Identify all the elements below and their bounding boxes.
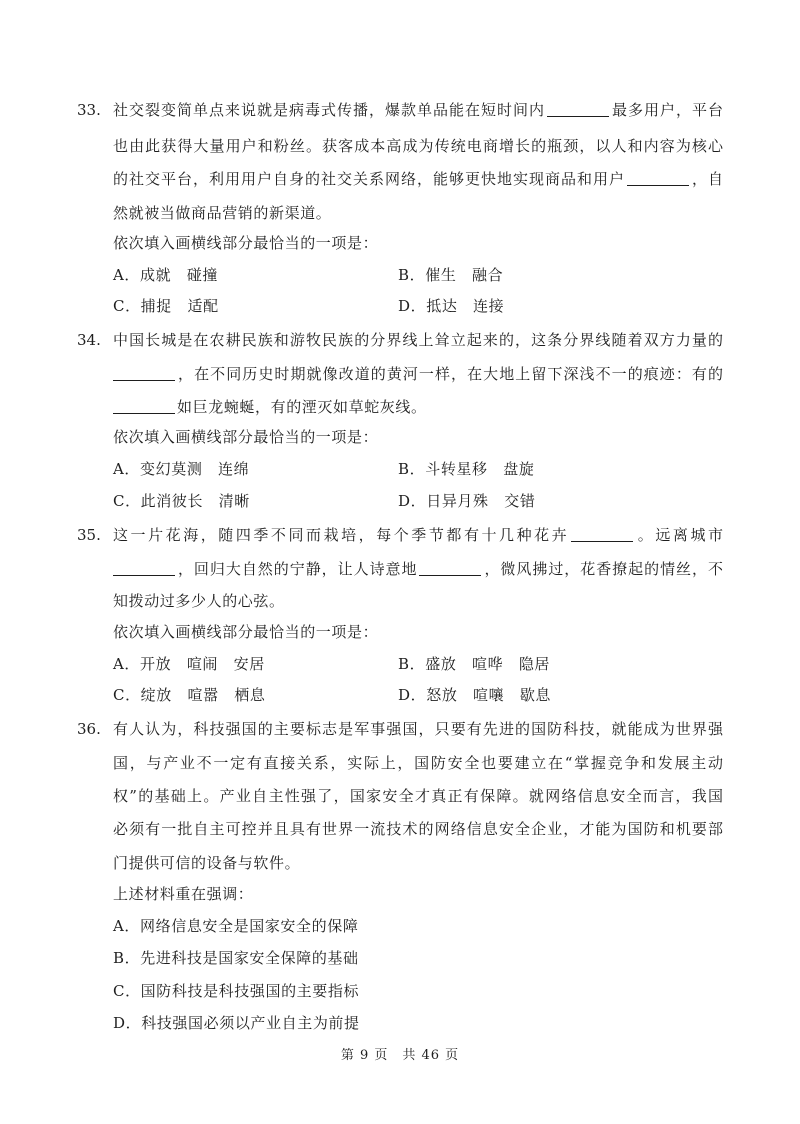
question-text-line: 这一片花海，随四季不同而栽培，每个季节都有十几种花卉 。远离城市 [113,526,723,544]
question-text-line: 必须有一批自主可控并且具有世界一流技术的网络信息安全企业，才能为国防和机要部 [113,820,723,838]
question-number: 34. [77,331,101,349]
question-prompt: 依次填入画横线部分最恰当的一项是： [113,428,379,446]
option-a[interactable]: A．成就 碰撞 [113,266,219,284]
question-text-line: 也由此获得大量用户和粉丝。获客成本高成为传统电商增长的瓶颈，以人和内容为核心 [113,137,723,155]
question-number: 35. [77,526,101,544]
question-text-line: 的社交平台，利用用户自身的社交关系网络，能够更快地实现商品和用户 ，自 [113,170,723,188]
question-text-line: 然就被当做商品营销的新渠道。 [113,204,332,222]
question-prompt: 依次填入画横线部分最恰当的一项是： [113,234,379,252]
option-a[interactable]: A．变幻莫测 连绵 [113,460,250,478]
question-text-line: 门提供可信的设备与软件。 [113,854,301,872]
question-text-line: 中国长城是在农耕民族和游牧民族的分界线上耸立起来的，这条分界线随着双方力量的 [113,331,723,349]
option-d[interactable]: D．抵达 连接 [398,297,505,315]
page-footer: 第 9 页 共 46 页 [340,1048,460,1063]
question-prompt: 上述材料重在强调： [113,885,254,903]
option-c[interactable]: C．国防科技是科技强国的主要指标 [113,982,360,1000]
question-text-line: ，在不同历史时期就像改道的黄河一样，在大地上留下深浅不一的痕迹：有的 [113,358,723,390]
question-text-line: 权”的基础上。产业自主性强了，国家安全才真正有保障。就网络信息安全而言，我国 [113,787,723,805]
option-c[interactable]: C．捕捉 适配 [113,297,219,315]
question-text-line: 国，与产业不一定有直接关系，实际上，国防安全也要建立在“掌握竞争和发展主动 [113,754,723,772]
answer-blank [419,559,481,576]
question-number: 33. [77,101,101,119]
answer-blank [113,397,175,414]
option-a[interactable]: A．网络信息安全是国家安全的保障 [113,917,359,935]
option-c[interactable]: C．此消彼长 清晰 [113,492,250,510]
option-d[interactable]: D．科技强国必须以产业自主为前提 [113,1014,360,1032]
option-c[interactable]: C．绽放 喧嚣 栖息 [113,686,266,704]
option-d[interactable]: D．怒放 喧嚷 歇息 [398,686,552,704]
option-d[interactable]: D．日异月殊 交错 [398,492,536,510]
question-text-line: 知拨动过多少人的心弦。 [113,592,285,610]
option-b[interactable]: B．先进科技是国家安全保障的基础 [113,949,359,967]
question-number: 36. [77,720,101,738]
option-b[interactable]: B．催生 融合 [398,266,504,284]
answer-blank [547,100,609,117]
question-text-line: 如巨龙蜿蜒，有的湮灭如草蛇灰线。 [113,391,427,423]
question-prompt: 依次填入画横线部分最恰当的一项是： [113,623,379,641]
answer-blank [627,169,689,186]
answer-blank [113,364,175,381]
question-text-line: 有人认为，科技强国的主要标志是军事强国，只要有先进的国防科技，就能成为世界强 [113,720,723,738]
question-text-line: 社交裂变简单点来说就是病毒式传播，爆款单品能在短时间内 最多用户，平台 [113,101,723,119]
option-b[interactable]: B．斗转星移 盘旋 [398,460,535,478]
answer-blank [571,525,633,542]
question-text-line: ，回归大自然的宁静，让人诗意地 ，微风拂过，花香撩起的情丝，不 [113,553,723,585]
option-b[interactable]: B．盛放 喧哗 隐居 [398,655,551,673]
answer-blank [113,559,175,576]
option-a[interactable]: A．开放 喧闹 安居 [113,655,265,673]
